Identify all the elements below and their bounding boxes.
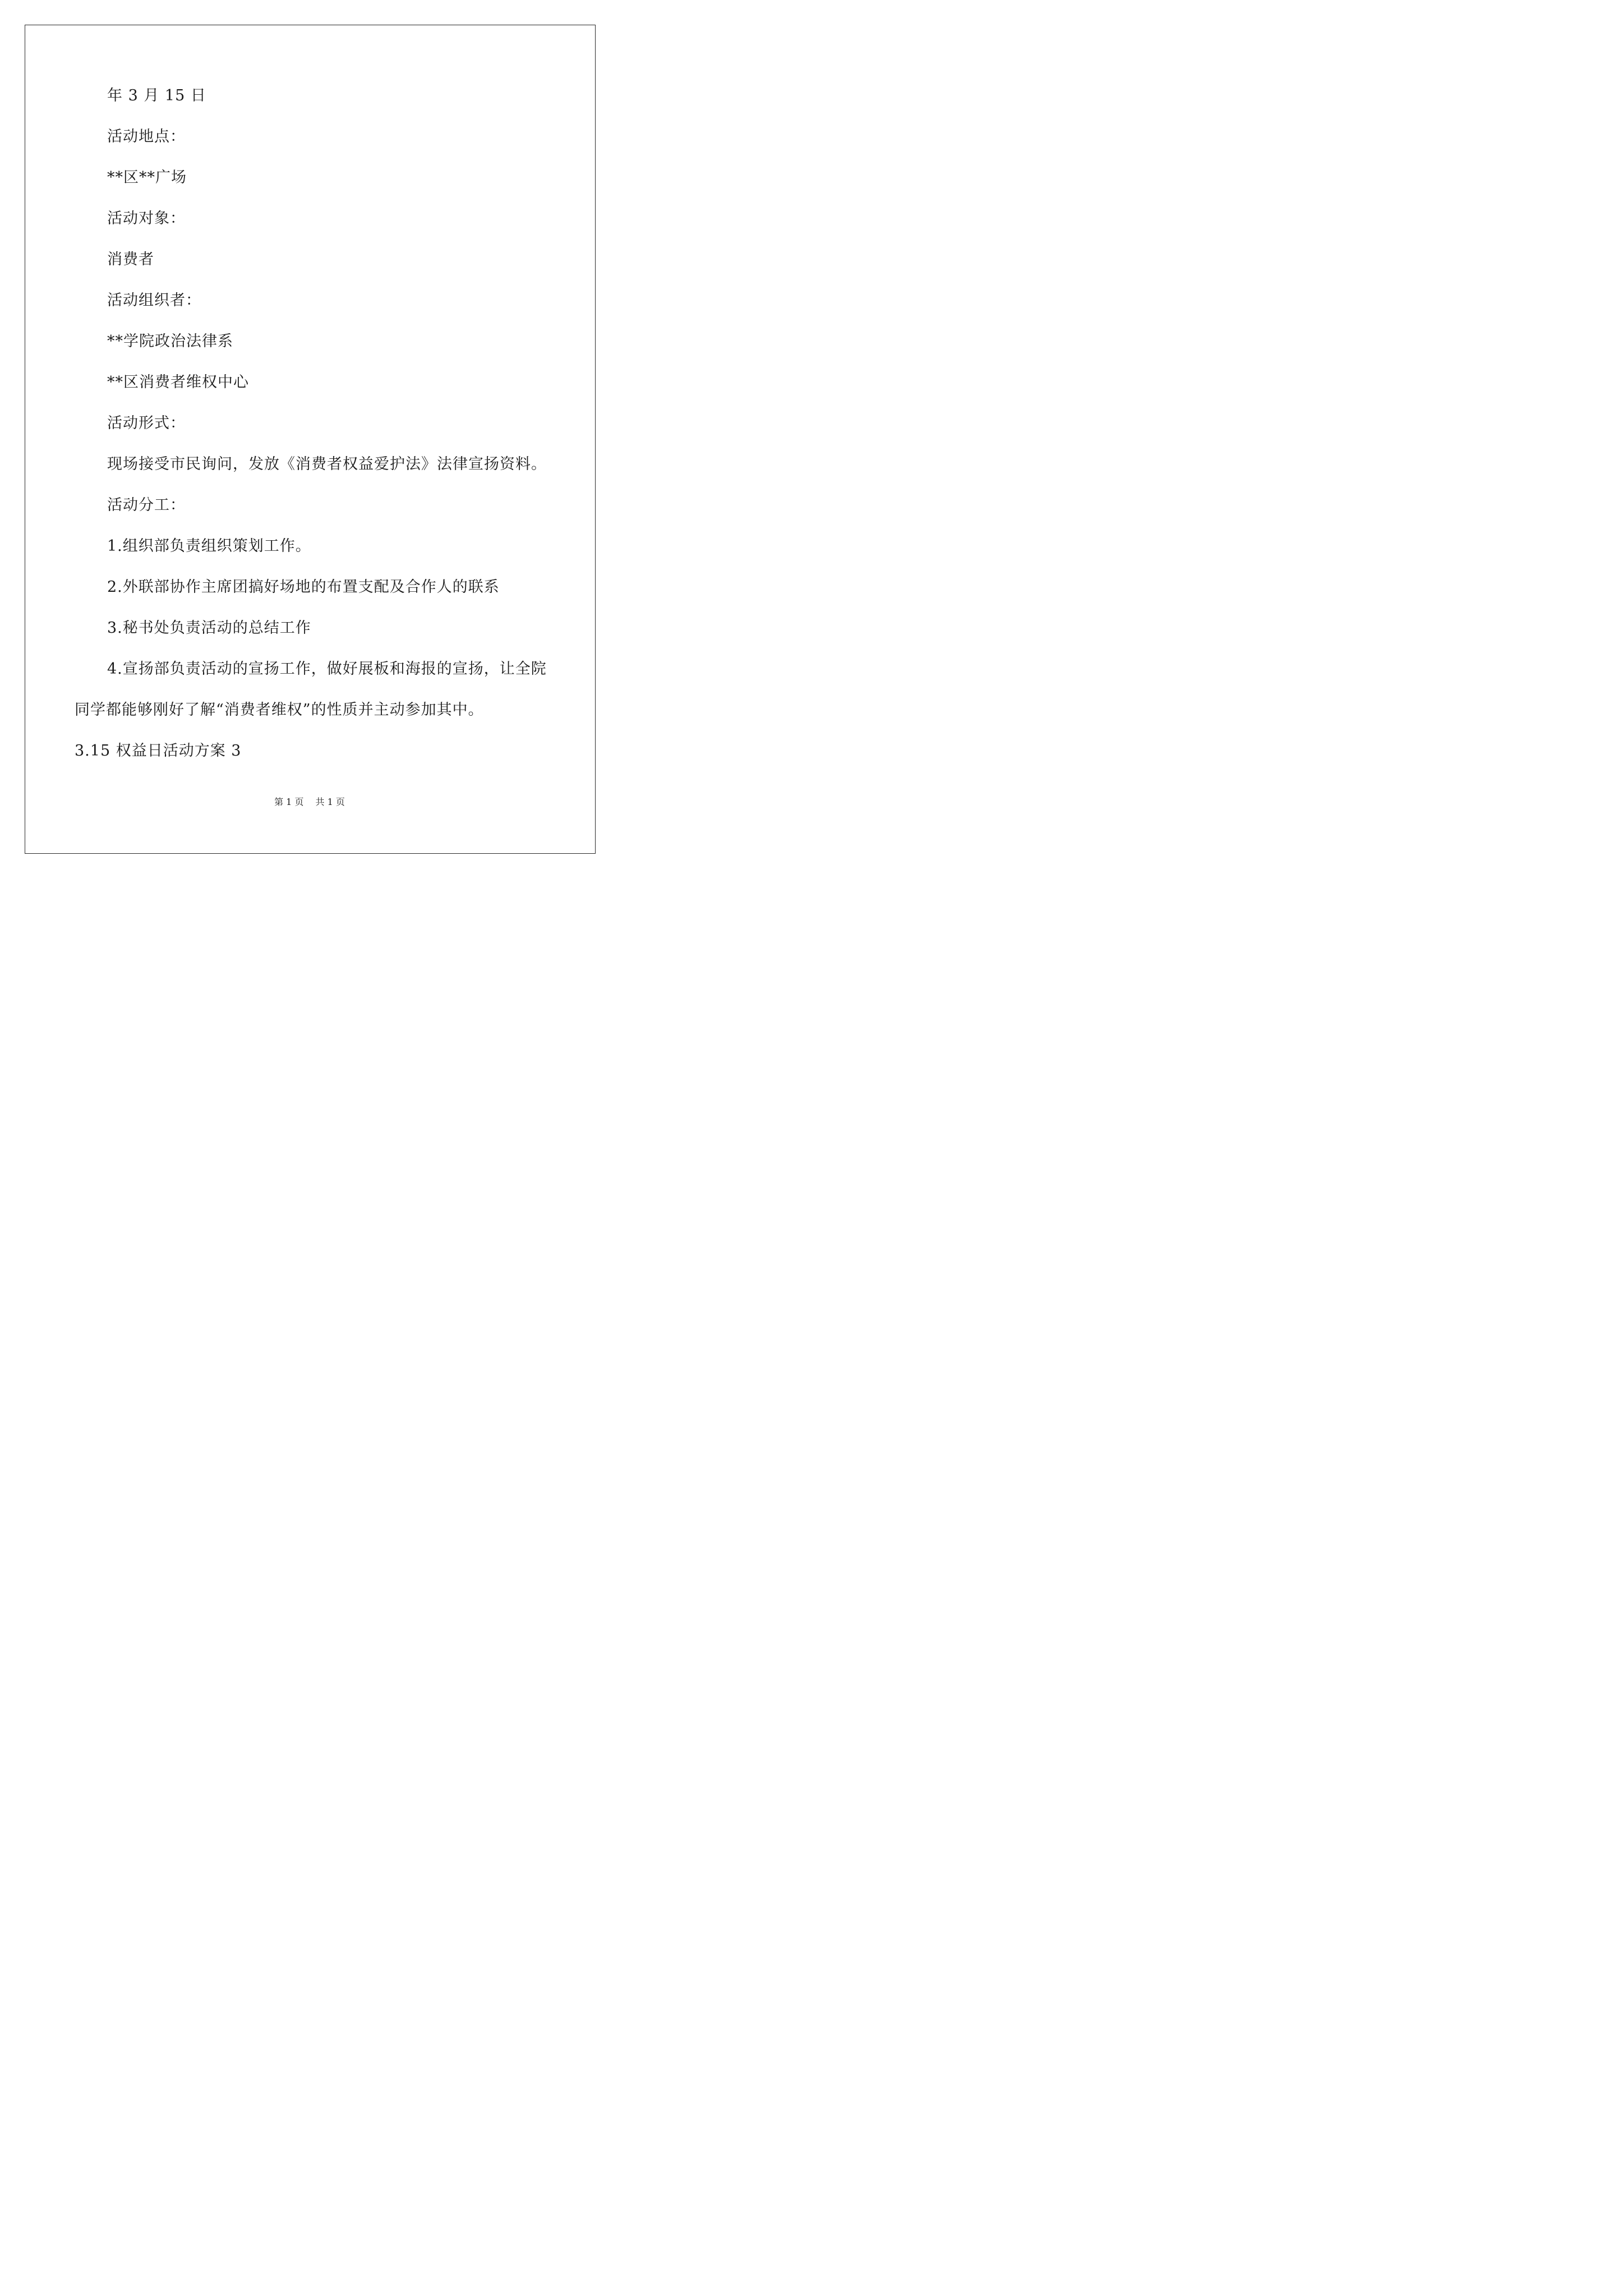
organizer-line: **学院政治法律系 [107,333,233,350]
next-section-title: 3.15 权益日活动方案 3 [75,742,242,760]
division-item-continuation: 同学都能够刚好了解“消费者维权”的性质并主动参加其中。 [75,701,484,719]
audience-value: 消费者 [107,251,154,268]
format-value: 现场接受市民询问，发放《消费者权益爱护法》法律宣扬资料。 [107,455,547,473]
date-line: 年 3 月 15 日 [107,87,206,104]
location-value: **区**广场 [107,169,187,186]
page-border [25,25,596,854]
page-footer [0,795,619,809]
division-item: 3.秘书处负责活动的总结工作 [107,619,311,637]
division-item: 4.宣扬部负责活动的宣扬工作，做好展板和海报的宣扬，让全院 [107,660,547,678]
section-heading-division: 活动分工： [107,496,186,514]
division-item: 2.外联部协作主席团搞好场地的布置支配及合作人的联系 [107,578,500,596]
organizer-line: **区消费者维权中心 [107,374,249,391]
section-heading-format: 活动形式： [107,415,186,432]
section-heading-audience: 活动对象： [107,210,186,227]
page-number: 第 1 页 [274,797,304,807]
page-total: 共 1 页 [315,797,345,807]
division-item: 1.组织部负责组织策划工作。 [107,537,311,555]
section-heading-organizers: 活动组织者： [107,292,201,309]
section-heading-location: 活动地点： [107,128,186,145]
